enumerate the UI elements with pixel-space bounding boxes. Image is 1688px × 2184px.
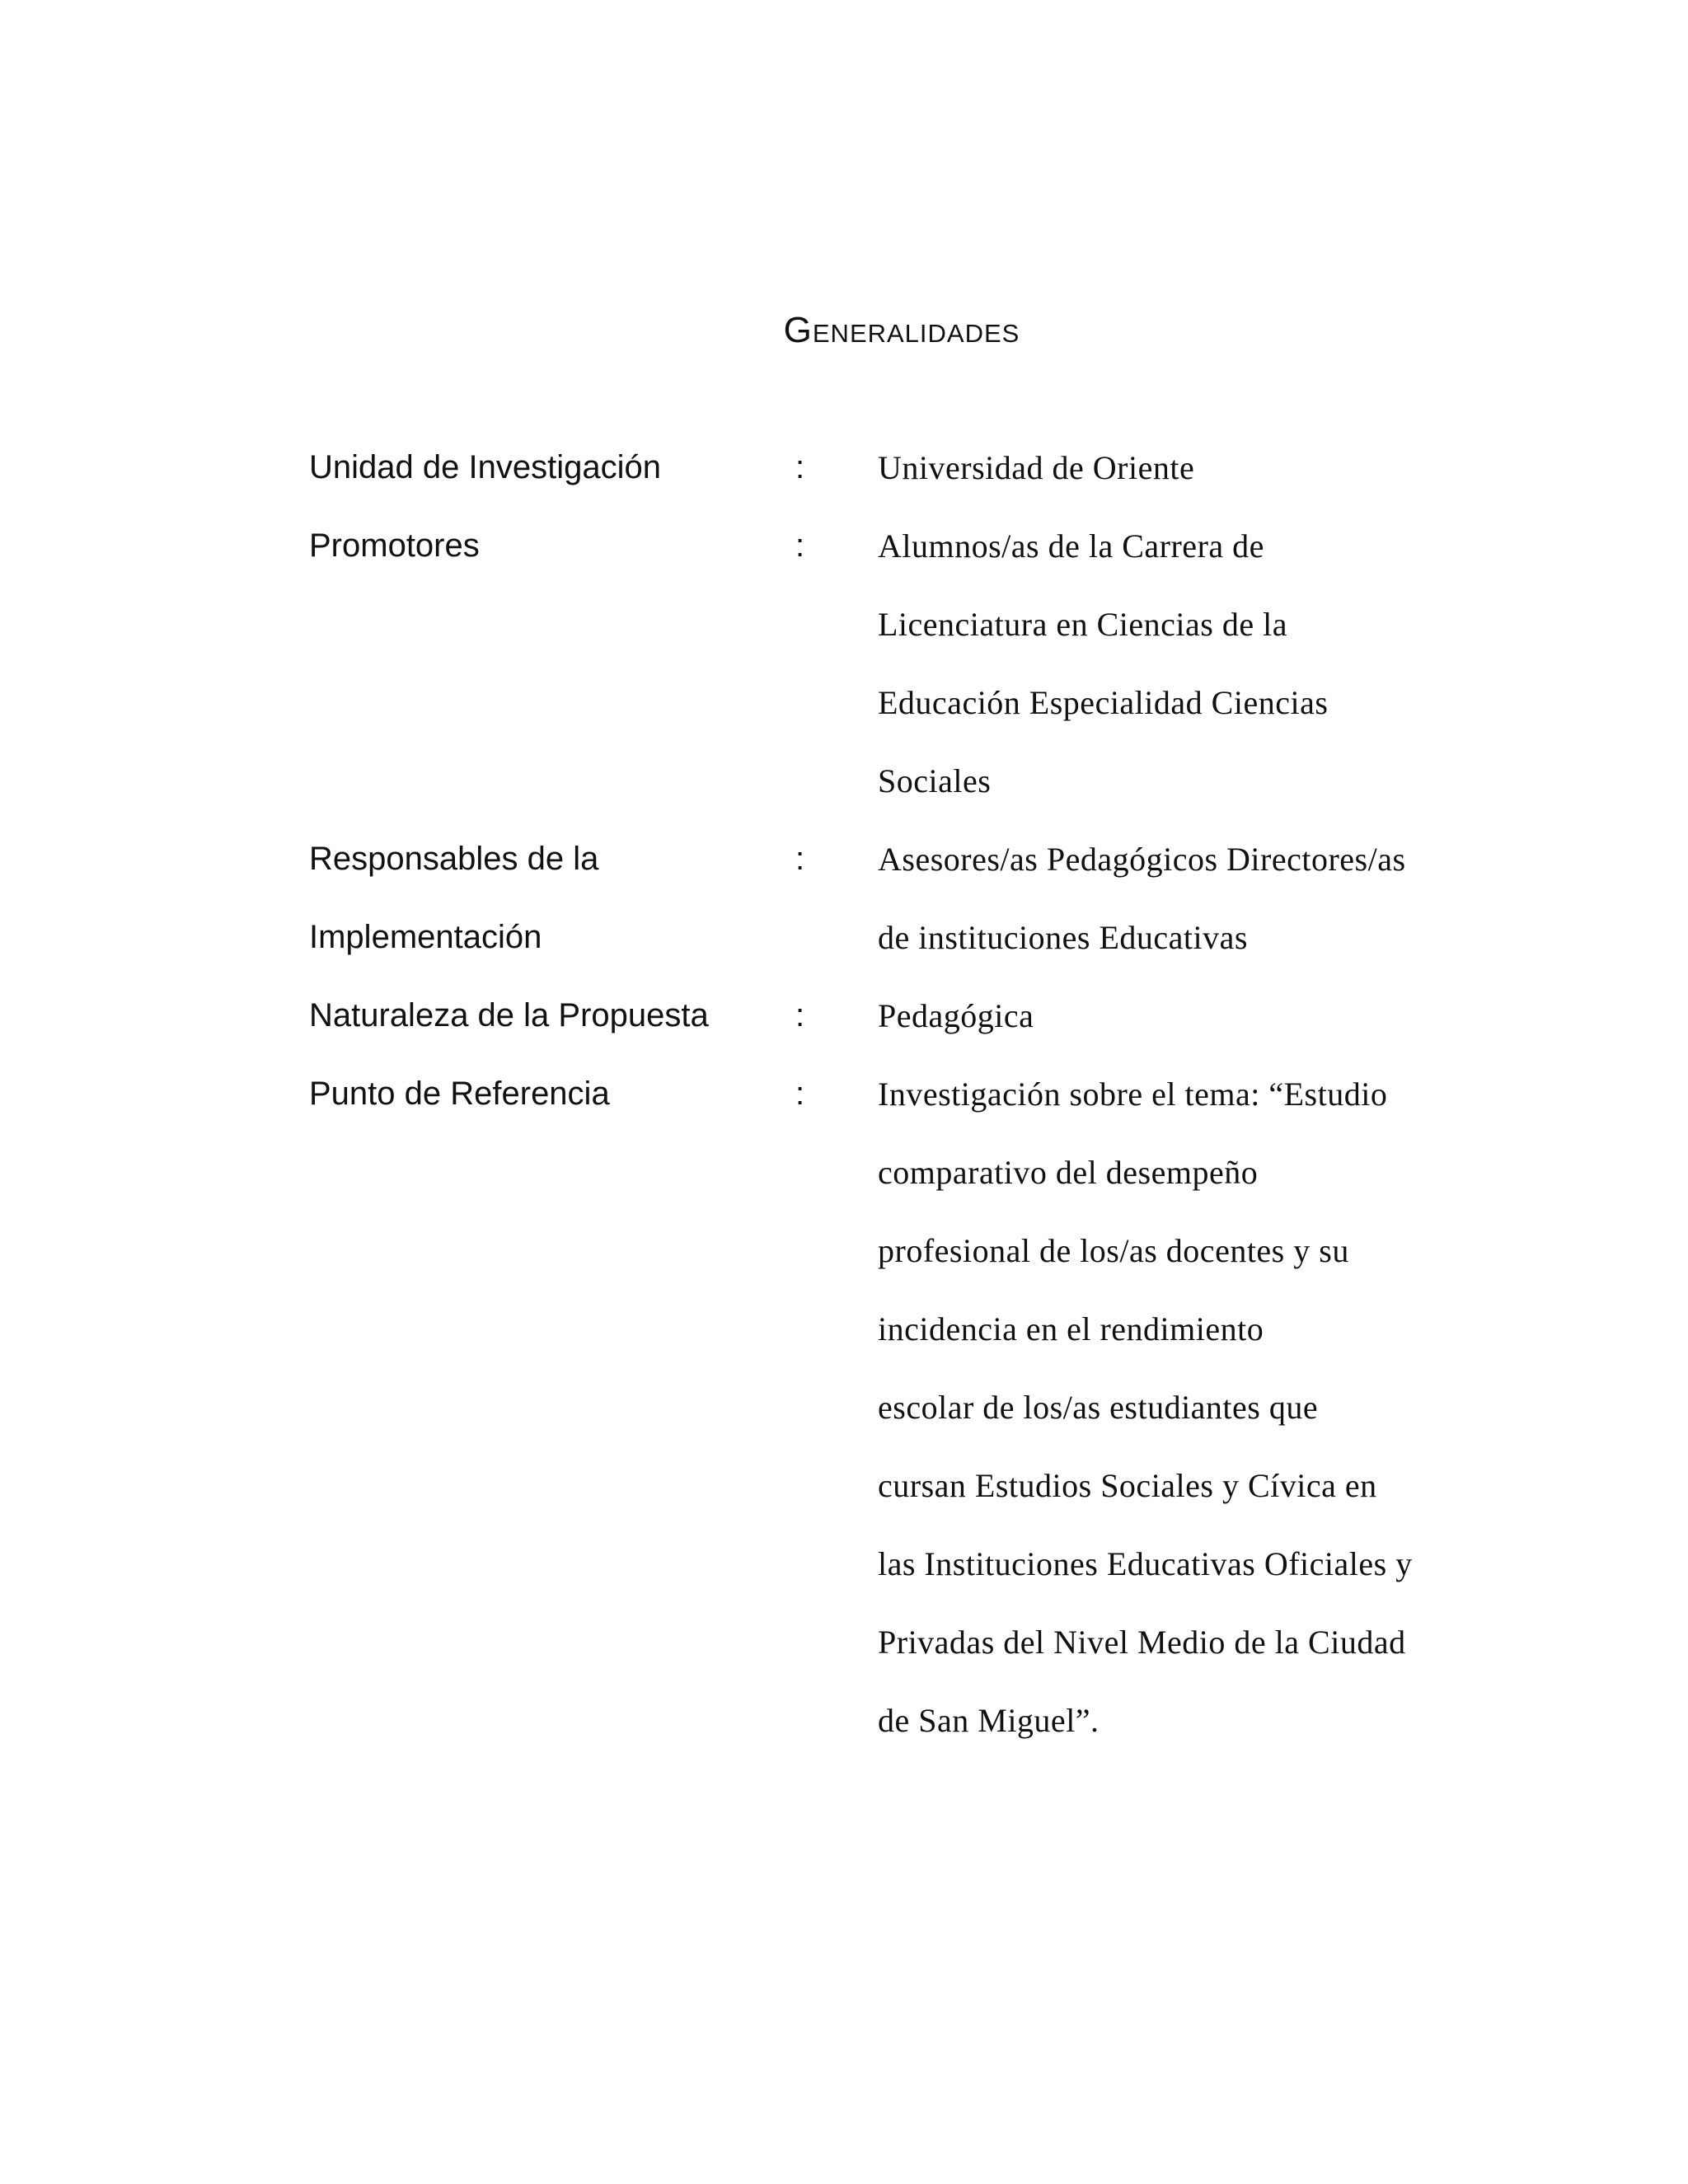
- value-line: Alumnos/as de la Carrera de: [878, 527, 1264, 565]
- row-label: [309, 977, 795, 1055]
- value-line: Pedagógica: [878, 997, 1034, 1034]
- row-label: [309, 820, 795, 977]
- value-line: comparativo del desempeño: [878, 1154, 1259, 1191]
- row-punto-referencia: [309, 1055, 1496, 1760]
- row-naturaleza-propuesta: [309, 977, 1496, 1055]
- row-colon: :: [795, 997, 805, 1033]
- value-line: profesional de los/as docentes y su: [878, 1232, 1349, 1269]
- row-value: [878, 820, 1496, 977]
- value-line: cursan Estudios Sociales y Cívica en: [878, 1467, 1377, 1504]
- row-value: [878, 977, 1496, 1055]
- row-responsables-implementacion: [309, 820, 1496, 977]
- label-line: Punto de Referencia: [309, 1076, 610, 1112]
- value-line: Educación Especialidad Ciencias: [878, 684, 1329, 721]
- row-value: [878, 429, 1496, 507]
- value-line: Asesores/as Pedagógicos Directores/as: [878, 841, 1406, 878]
- row-value: [878, 1055, 1496, 1760]
- row-colon: :: [795, 1076, 805, 1112]
- label-line: Responsables de la: [309, 841, 599, 877]
- row-unidad-investigacion: [309, 429, 1496, 507]
- value-line: Universidad de Oriente: [878, 449, 1195, 486]
- row-colon: :: [795, 449, 805, 485]
- label-line: Naturaleza de la Propuesta: [309, 997, 709, 1033]
- row-label: [309, 507, 795, 585]
- page-title: Generalidades: [783, 310, 1020, 350]
- row-value: [878, 507, 1496, 820]
- generalidades-table: [309, 429, 1496, 1760]
- value-line: Licenciatura en Ciencias de la: [878, 606, 1287, 643]
- value-line: Investigación sobre el tema: “Estudio: [878, 1076, 1388, 1113]
- value-line: Sociales: [878, 762, 992, 799]
- row-label: [309, 429, 795, 507]
- label-line: Promotores: [309, 527, 480, 564]
- label-line: Unidad de Investigación: [309, 449, 661, 485]
- row-colon: :: [795, 527, 805, 564]
- row-promotores: [309, 507, 1496, 820]
- value-line: las Instituciones Educativas Oficiales y: [878, 1545, 1413, 1582]
- row-label: [309, 1055, 795, 1133]
- row-colon: :: [795, 841, 805, 877]
- value-line: incidencia en el rendimiento: [878, 1310, 1264, 1347]
- label-line: Implementación: [309, 919, 542, 955]
- value-line: de San Miguel”.: [878, 1702, 1100, 1739]
- value-line: Privadas del Nivel Medio de la Ciudad: [878, 1624, 1406, 1661]
- value-line: escolar de los/as estudiantes que: [878, 1389, 1319, 1426]
- value-line: de instituciones Educativas: [878, 919, 1248, 956]
